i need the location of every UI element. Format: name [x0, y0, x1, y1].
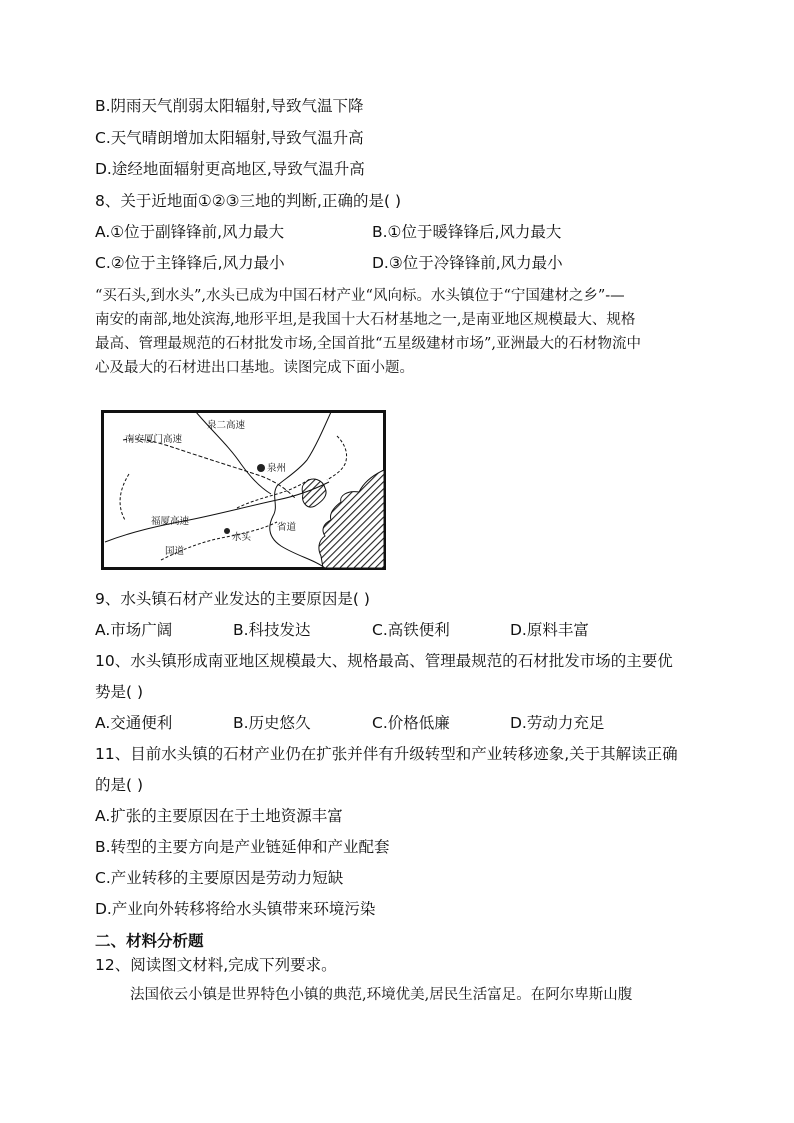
- material-paragraph: [95, 284, 705, 380]
- label-national-road: 国道: [165, 546, 185, 557]
- q11-option-d: D.产业向外转移将给水头镇带来环境污染: [95, 900, 376, 918]
- label-fuxia-expressway: 福厦高速: [151, 516, 190, 527]
- material-line: “买石头,到水头”,水头已成为中国石材产业“风向标。水头镇位于“宁国建材之乡”-—: [95, 288, 625, 304]
- material-line: 最高、管理最规范的石材批发市场,全国首批“五星级建材市场”,亚洲最大的石材物流中: [95, 336, 642, 352]
- q11-option-a: A.扩张的主要原因在于土地资源丰富: [95, 807, 343, 825]
- q10-option-c: C.价格低廉: [372, 714, 450, 732]
- label-quanzhou: 泉州: [267, 463, 287, 474]
- q8-option-a: A.①位于副锋锋前,风力最大: [95, 223, 285, 241]
- q7-option-d: D.途经地面辐射更高地区,导致气温升高: [95, 160, 365, 178]
- material-line: 南安的南部,地处滨海,地形平坦,是我国十大石材基地之一,是南亚地区规模最大、规格: [95, 312, 636, 328]
- q9-stem: 9、水头镇石材产业发达的主要原因是( ): [95, 590, 370, 608]
- section-title-material-analysis: 二、材料分析题: [95, 932, 204, 950]
- q12-stem: 12、阅读图文材料,完成下列要求。: [95, 956, 337, 974]
- q9-option-c: C.高铁便利: [372, 621, 450, 639]
- label-shuitou: 水头: [232, 532, 252, 543]
- q9-option-a: A.市场广阔: [95, 621, 173, 639]
- q12-material: [130, 983, 710, 1007]
- q10-stem-line-1: 10、水头镇形成南亚地区规模最大、规格最高、管理最规范的石材批发市场的主要优: [95, 652, 673, 670]
- q11-option-b: B.转型的主要方向是产业链延伸和产业配套: [95, 838, 390, 856]
- q7-option-b: B.阴雨天气削弱太阳辐射,导致气温下降: [95, 97, 364, 115]
- q8-option-d: D.③位于冷锋锋前,风力最小: [372, 254, 563, 272]
- quanzhou-marker: [257, 464, 265, 472]
- q8-option-b: B.①位于暖锋锋后,风力最大: [372, 223, 562, 241]
- q11-option-c: C.产业转移的主要原因是劳动力短缺: [95, 869, 344, 887]
- q9-option-d: D.原料丰富: [510, 621, 589, 639]
- label-quaner-expressway: 泉二高速: [207, 420, 246, 431]
- q9-option-b: B.科技发达: [233, 621, 311, 639]
- label-nanan-xiamen-expressway: 南安厦门高速: [125, 434, 183, 445]
- label-provincial-road: 省道: [277, 522, 297, 533]
- q8-option-c: C.②位于主锋锋后,风力最小: [95, 254, 285, 272]
- shuitou-location-map: [101, 410, 386, 570]
- q10-option-d: D.劳动力充足: [510, 714, 605, 732]
- q10-option-a: A.交通便利: [95, 714, 173, 732]
- q10-stem-line-2: 势是( ): [95, 683, 144, 701]
- q8-stem: 8、关于近地面①②③三地的判断,正确的是( ): [95, 192, 401, 210]
- q11-stem-line-2: 的是( ): [95, 776, 144, 794]
- q7-option-c: C.天气晴朗增加太阳辐射,导致气温升高: [95, 129, 364, 147]
- shuitou-marker: [224, 528, 230, 534]
- q10-option-b: B.历史悠久: [233, 714, 311, 732]
- q11-stem-line-1: 11、目前水头镇的石材产业仍在扩张并伴有升级转型和产业转移迹象,关于其解读正确: [95, 745, 678, 763]
- q12-material-line: 法国依云小镇是世界特色小镇的典范,环境优美,居民生活富足。在阿尔卑斯山腹: [130, 987, 633, 1003]
- material-line: 心及最大的石材进出口基地。读图完成下面小题。: [95, 360, 414, 376]
